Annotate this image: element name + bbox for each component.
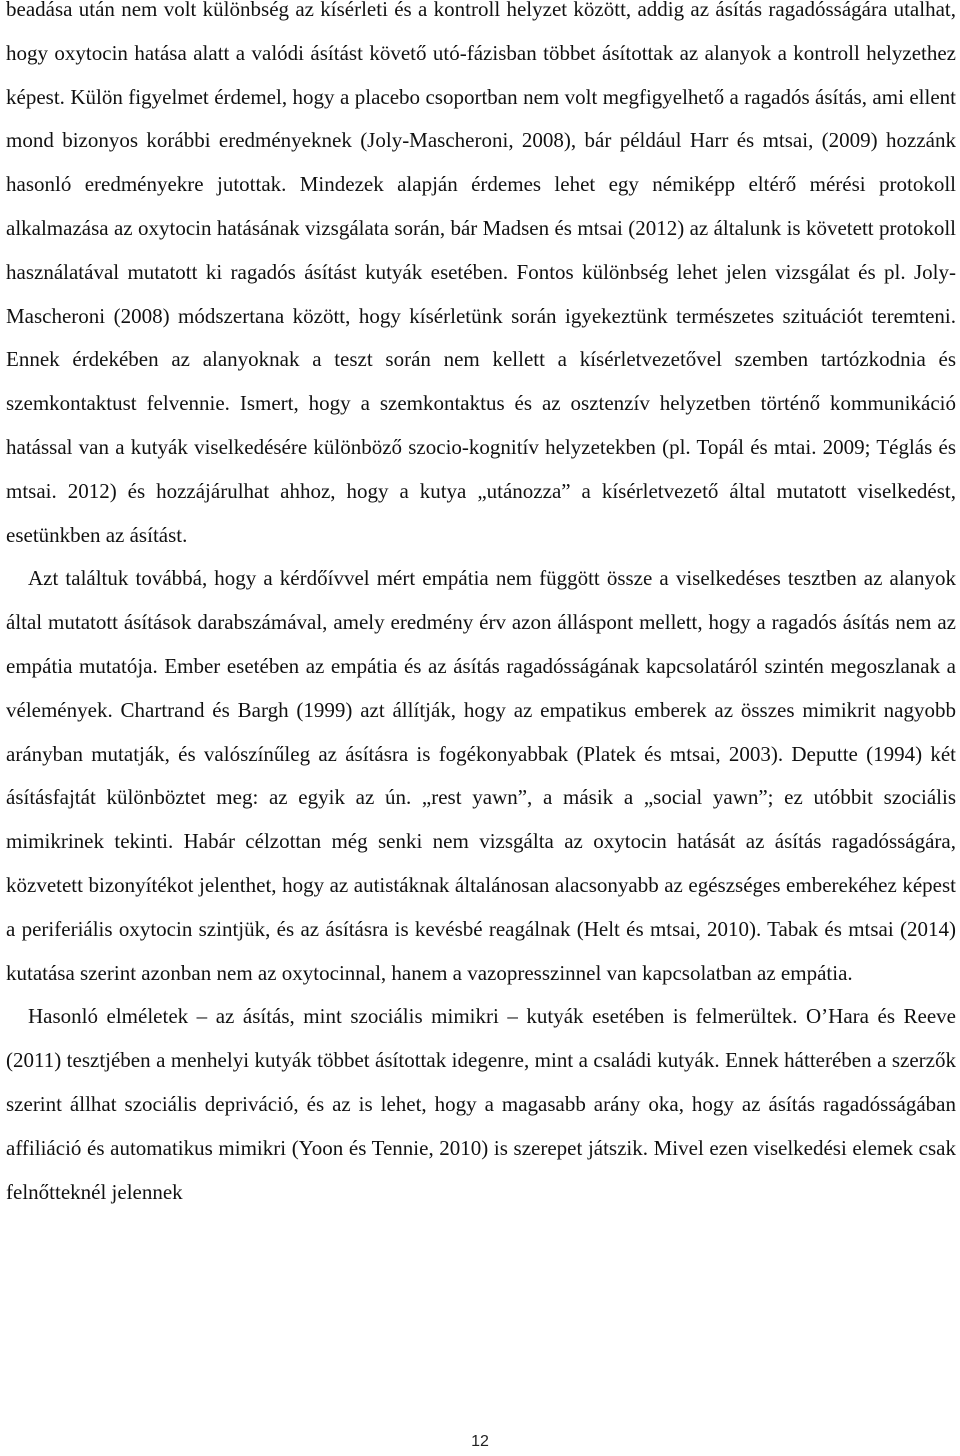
paragraph-2: Azt találtuk továbbá, hogy a kérdőívvel mért empátia nem függött össze a viselkedéses tesztben az alanyok által mutatott ásítások darabszámával, amely eredmény érv azon álláspont mellett, hogy a ragadós ásítás nem az empátia mutatója. Ember esetében az empátia és az ásítás ragadósságának kapcsolatáról szintén megoszlanak a vélemények. Chartrand és Bargh (1999) azt állítják, hogy az empatikus emberek az összes mimikrit nagyobb arányban mutatják, és valószínűleg az ásításra is fogékonyabbak (Platek és mtsai, 2003). Deputte (1994) két ásításfajtát különböztet meg: az egyik az ún. „rest yawn”, a másik a „social yawn”; ez utóbbit szociális mimikrinek tekinti. Habár célzottan még senki nem vizsgálta az oxytocin hatását az ásítás ragadósságára, közvetett bizonyítékot jelenthet, hogy az autistáknak általánosan alacsonyabb az egészséges emberekéhez képest a periferiális oxytocin szintjük, és az ásításra is kevésbé reagálnak (Helt és mtsai, 2010). Tabak és mtsai (2014) kutatása szerint azonban nem az oxytocinnal, hanem a vazopresszinnel van kapcsolatban az empátia. [6, 566, 956, 985]
page-number: 12 [471, 1433, 489, 1450]
paragraph-3: Hasonló elméletek – az ásítás, mint szociális mimikri – kutyák esetében is felmerültek. O’Hara és Reeve (2011) tesztjében a menhelyi kutyák többet ásítottak idegenre, mint a családi kutyák. Ennek hátterében a szerzők szerint állhat szociális depriváció, és az is lehet, hogy a magasabb arány oka, hogy az ásítás ragadósságában affiliáció és automatikus mimikri (Yoon és Tennie, 2010) is szerepet játszik. Mivel ezen viselkedési elemek csak felnőtteknél jelennek [6, 1004, 956, 1204]
paragraph-1: beadása után nem volt különbség az kísérleti és a kontroll helyzet között, addig az ásítás ragadósságára utalhat, hogy oxytocin hatása alatt a valódi ásítást követő utó-fázisban többet ásítottak az alanyok a kontroll helyzethez képest. Külön figyelmet érdemel, hogy a placebo csoportban nem volt megfigyelhető a ragadós ásítás, ami ellent mond bizonyos korábbi eredményeknek (Joly-Mascheroni, 2008), bár például Harr és mtsai, (2009) hozzánk hasonló eredményekre jutottak. Mindezek alapján érdemes lehet egy némiképp eltérő mérési protokoll alkalmazása az oxytocin hatásának vizsgálata során, bár Madsen és mtsai (2012) az általunk is követett protokoll használatával mutatott ki ragadós ásítást kutyák esetében. Fontos különbség lehet jelen vizsgálat és pl. Joly-Mascheroni (2008) módszertana között, hogy kísérletünk során igyekeztünk természetes szituációt teremteni. Ennek érdekében az alanyoknak a teszt során nem kellett a kísérletvezetővel szemben tartózkodnia és szemkontaktust felvennie. Ismert, hogy a szemkontaktus és az osztenzív helyzetben történő kommunikáció hatással van a kutyák viselkedésére különböző szocio-kognitív helyzetekben (pl. Topál és mtai. 2009; Téglás és mtsai. 2012) és hozzájárulhat ahhoz, hogy a kutya „utánozza” a kísérletvezető által mutatott viselkedést, esetünkben az ásítást. [6, 0, 956, 547]
document-page [6, 0, 956, 1456]
